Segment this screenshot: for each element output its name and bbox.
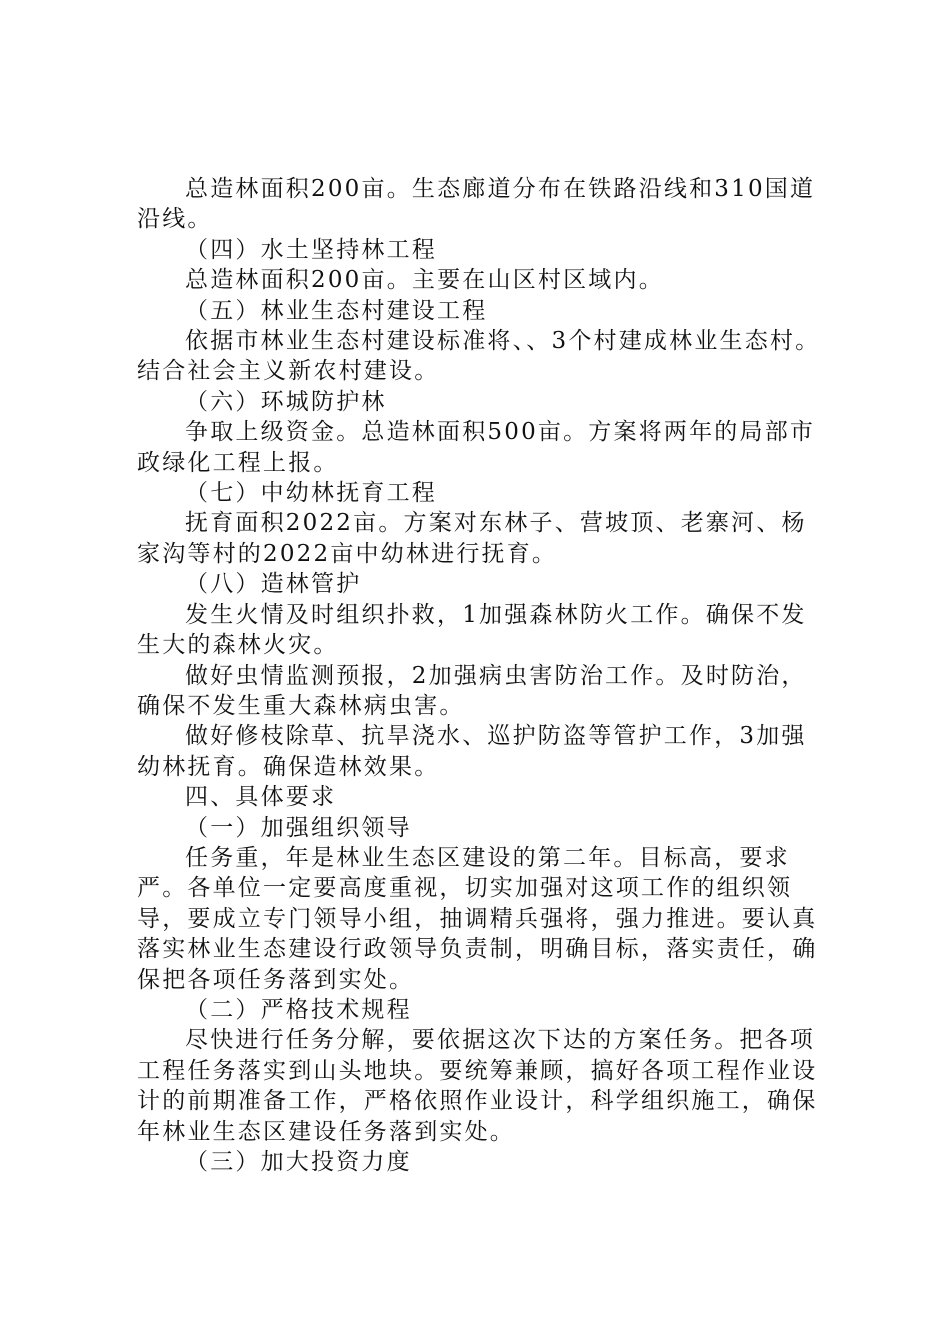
section-heading: （七）中幼林抚育工程 — [185, 480, 437, 507]
section-heading: （一）加强组织领导 — [185, 814, 412, 841]
section-heading: （五）林业生态村建设工程 — [185, 297, 488, 324]
paragraph: 抚育面积2022亩。方案对东林子、营坡顶、老寨河、杨家沟等村的2022亩中幼林进行抚育。 — [137, 510, 807, 567]
section-heading: （三）加大投资力度 — [185, 1149, 412, 1175]
chapter-heading: 四、具体要求 — [185, 784, 337, 811]
paragraph: 总造林面积200亩。主要在山区村区域内。 — [185, 267, 664, 294]
paragraph: 发生火情及时组织扑救，1加强森林防火工作。确保不发生大的森林火灾。 — [137, 601, 807, 659]
paragraph: 任务重，年是林业生态区建设的第二年。目标高，要求严。各单位一定要高度重视，切实加强对这项工作的组织领导，要成立专门领导小组，抽调精兵强将，强力推进。要认真落实林业生态建设行政领导负责制，明确目标，落实责任，确保把各项任务落到实处。 — [137, 844, 818, 993]
section-heading: （四）水土坚持林工程 — [185, 236, 437, 263]
paragraph: 总造林面积200亩。生态廊道分布在铁路沿线和310国道沿线。 — [137, 176, 816, 233]
paragraph: 做好修枝除草、抗旱浇水、巡护防盗等管护工作，3加强幼林抚育。确保造林效果。 — [137, 723, 807, 780]
document-body — [137, 174, 827, 1177]
section-heading: （二）严格技术规程 — [185, 996, 412, 1023]
section-heading: （六）环城防护林 — [185, 388, 387, 415]
paragraph: 尽快进行任务分解，要依据这次下达的方案任务。把各项工程任务落实到山头地块。要统筹兼顾，搞好各项工程作业设计的前期准备工作，严格依照作业设计，科学组织施工，确保年林业生态区建设任务落到实处。 — [137, 1027, 818, 1145]
section-heading: （八）造林管护 — [185, 571, 362, 598]
paragraph: 争取上级资金。总造林面积500亩。方案将两年的局部市政绿化工程上报。 — [137, 419, 816, 476]
paragraph: 做好虫情监测预报，2加强病虫害防治工作。及时防治，确保不发生重大森林病虫害。 — [137, 662, 807, 719]
paragraph: 依据市林业生态村建设标准将、、3个村建成林业生态村。结合社会主义新农村建设。 — [137, 328, 821, 385]
